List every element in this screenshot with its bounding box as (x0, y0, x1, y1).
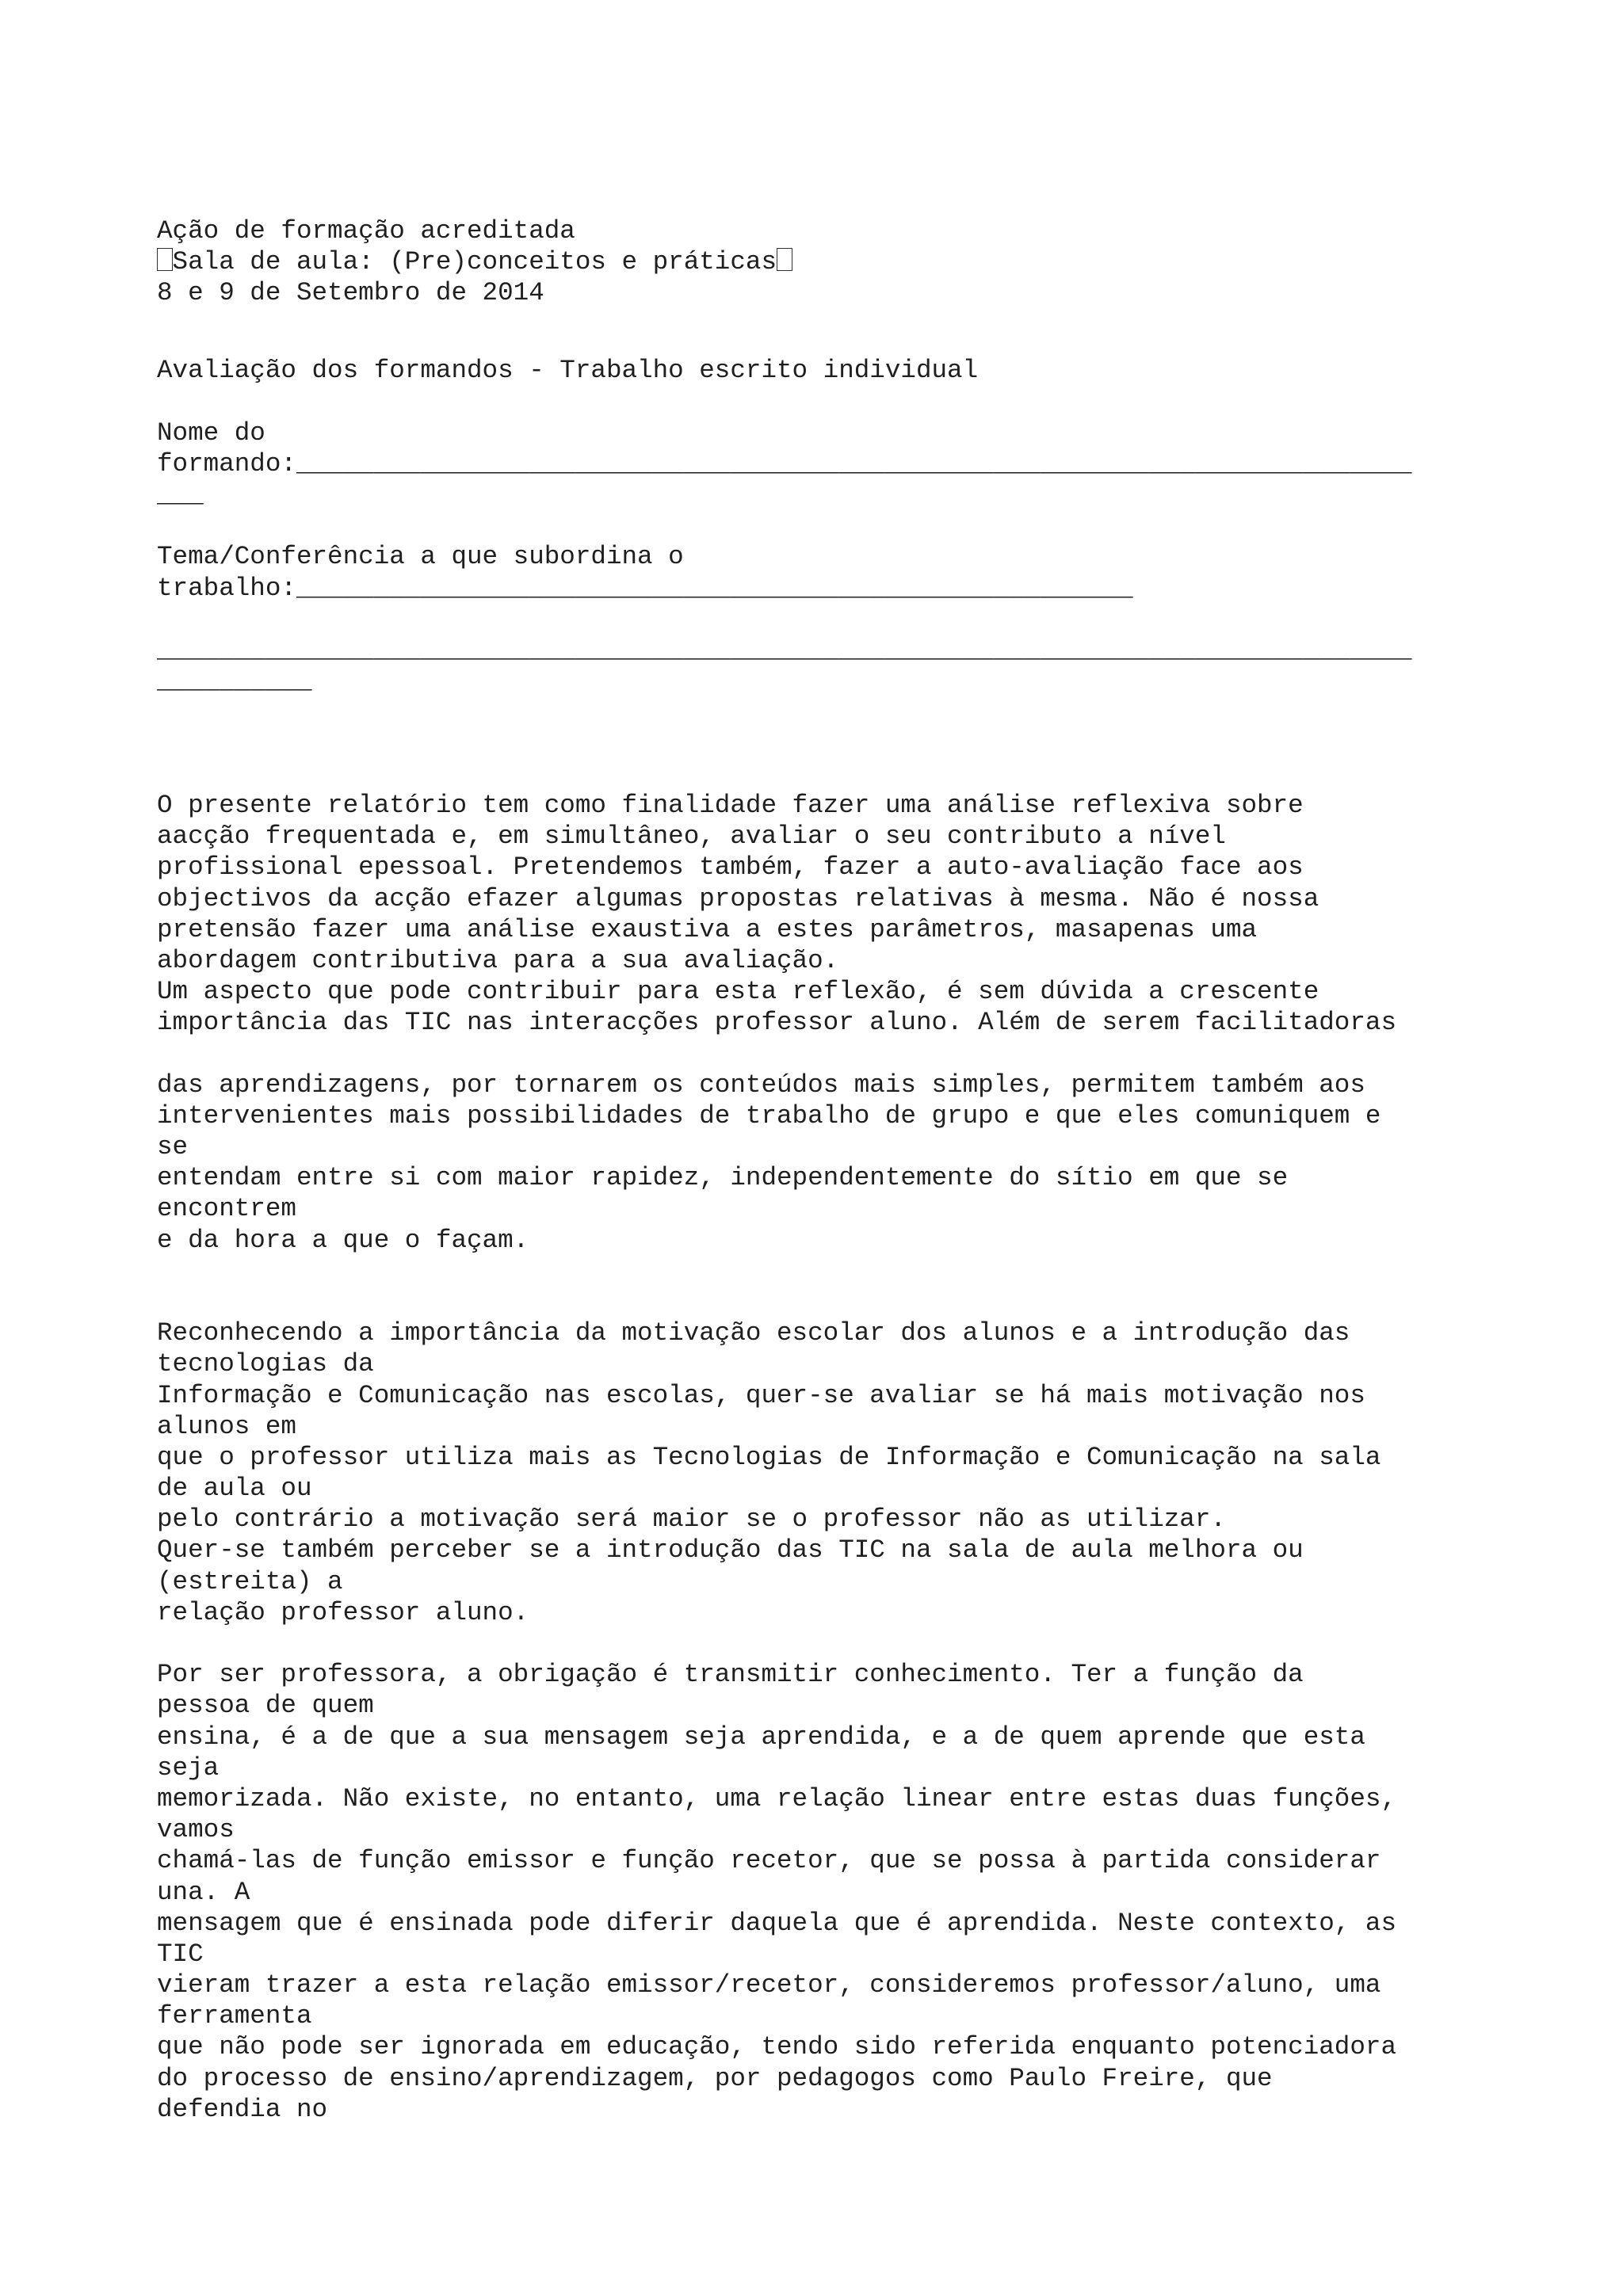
text-line: tecnologias da (157, 1349, 374, 1379)
theme-label: Tema/Conferência a que subordina o (157, 542, 684, 572)
text-line: relação professor aluno. (157, 1597, 529, 1627)
bullet-box-icon (777, 248, 792, 271)
extra-field-line: _________________________________________________________________________________ (157, 635, 1412, 666)
text-line: do processo de ensino/aprendizagem, por pedagogos como Paulo Freire, que (157, 2063, 1273, 2093)
text-line: abordagem contributiva para a sua avaliação. (157, 945, 839, 975)
name-field-continuation: ___ (157, 480, 204, 510)
text-line: Um aspecto que pode contribuir para esta reflexão, é sem dúvida a crescente (157, 977, 1319, 1007)
text-line: defendia no (157, 2094, 328, 2124)
document-body (157, 215, 1568, 2125)
text-line: de aula ou (157, 1474, 312, 1504)
text-line: pretensão fazer uma análise exaustiva a estes parâmetros, masapenas uma (157, 914, 1258, 944)
text-line: vamos (157, 1815, 235, 1845)
text-line: que o professor utiliza mais as Tecnologias de Informação e Comunicação na sala (157, 1442, 1381, 1472)
text-line: memorizada. Não existe, no entanto, uma relação linear entre estas duas funções, (157, 1783, 1397, 1814)
text-line: una. A (157, 1877, 250, 1907)
text-line: alunos em (157, 1411, 296, 1441)
text-line: TIC (157, 1939, 204, 1969)
text-line: vieram trazer a esta relação emissor/recetor, consideremos professor/aluno, uma (157, 1970, 1381, 2000)
text-line: (estreita) a (157, 1566, 343, 1596)
text-line: pelo contrário a motivação será maior se o professor não as utilizar. (157, 1505, 1226, 1535)
text-line: pessoa de quem (157, 1691, 374, 1721)
text-line: e da hora a que o façam. (157, 1225, 529, 1255)
text-line: Por ser professora, a obrigação é transmitir conhecimento. Ter a função da (157, 1660, 1304, 1690)
text-line: seja (157, 1753, 220, 1783)
paragraph-4 (157, 1659, 1568, 2125)
text-line: O presente relatório tem como finalidade fazer uma análise reflexiva sobre (157, 790, 1304, 820)
text-line: Reconhecendo a importância da motivação escolar dos alunos e a introdução das (157, 1318, 1350, 1348)
name-field-line: formando:________________________________________________________________________ (157, 448, 1412, 479)
extra-field-continuation: __________ (157, 666, 312, 696)
name-label: Nome do (157, 418, 265, 448)
text-line: intervenientes mais possibilidades de trabalho de grupo e que eles comuniquem e (157, 1100, 1381, 1131)
paragraph-2 (157, 1070, 1568, 1256)
paragraph-1 (157, 790, 1568, 1039)
text-line: das aprendizagens, por tornarem os conteúdos mais simples, permitem também aos (157, 1070, 1365, 1100)
text-line: que não pode ser ignorada em educação, tendo sido referida enquanto potenciadora (157, 2032, 1397, 2062)
text-line: ferramenta (157, 2001, 312, 2031)
text-line: encontrem (157, 1194, 296, 1224)
course-title: Ação de formação acreditada (157, 216, 575, 246)
text-line: ensina, é a de que a sua mensagem seja aprendida, e a de quem aprende que esta (157, 1722, 1365, 1752)
bullet-box-icon (157, 248, 173, 271)
paragraph-3 (157, 1318, 1568, 1628)
text-line: importância das TIC nas interacções professor aluno. Além de serem facilitadoras (157, 1008, 1397, 1038)
text-line: profissional epessoal. Pretendemos também, fazer a auto-avaliação face aos (157, 852, 1304, 883)
text-line: aacção frequentada e, em simultâneo, avaliar o seu contributo a nível (157, 822, 1226, 852)
text-line: mensagem que é ensinada pode diferir daquela que é aprendida. Neste contexto, as (157, 1908, 1397, 1938)
text-line: chamá-las de função emissor e função recetor, que se possa à partida considerar (157, 1846, 1381, 1876)
text-line: Quer-se também perceber se a introdução das TIC na sala de aula melhora ou (157, 1535, 1304, 1566)
text-line: entendam entre si com maior rapidez, independentemente do sítio em que se (157, 1163, 1289, 1193)
course-subtitle: Sala de aula: (Pre)conceitos e práticas (157, 246, 1568, 277)
evaluation-title: Avaliação dos formandos - Trabalho escrito individual (157, 356, 979, 386)
text-line: Informação e Comunicação nas escolas, quer-se avaliar se há mais motivação nos (157, 1380, 1365, 1410)
course-date: 8 e 9 de Setembro de 2014 (157, 278, 544, 308)
theme-field-line: trabalho:______________________________________________________ (157, 573, 1133, 603)
text-line: objectivos da acção efazer algumas propostas relativas à mesma. Não é nossa (157, 883, 1319, 913)
text-line: se (157, 1132, 189, 1162)
